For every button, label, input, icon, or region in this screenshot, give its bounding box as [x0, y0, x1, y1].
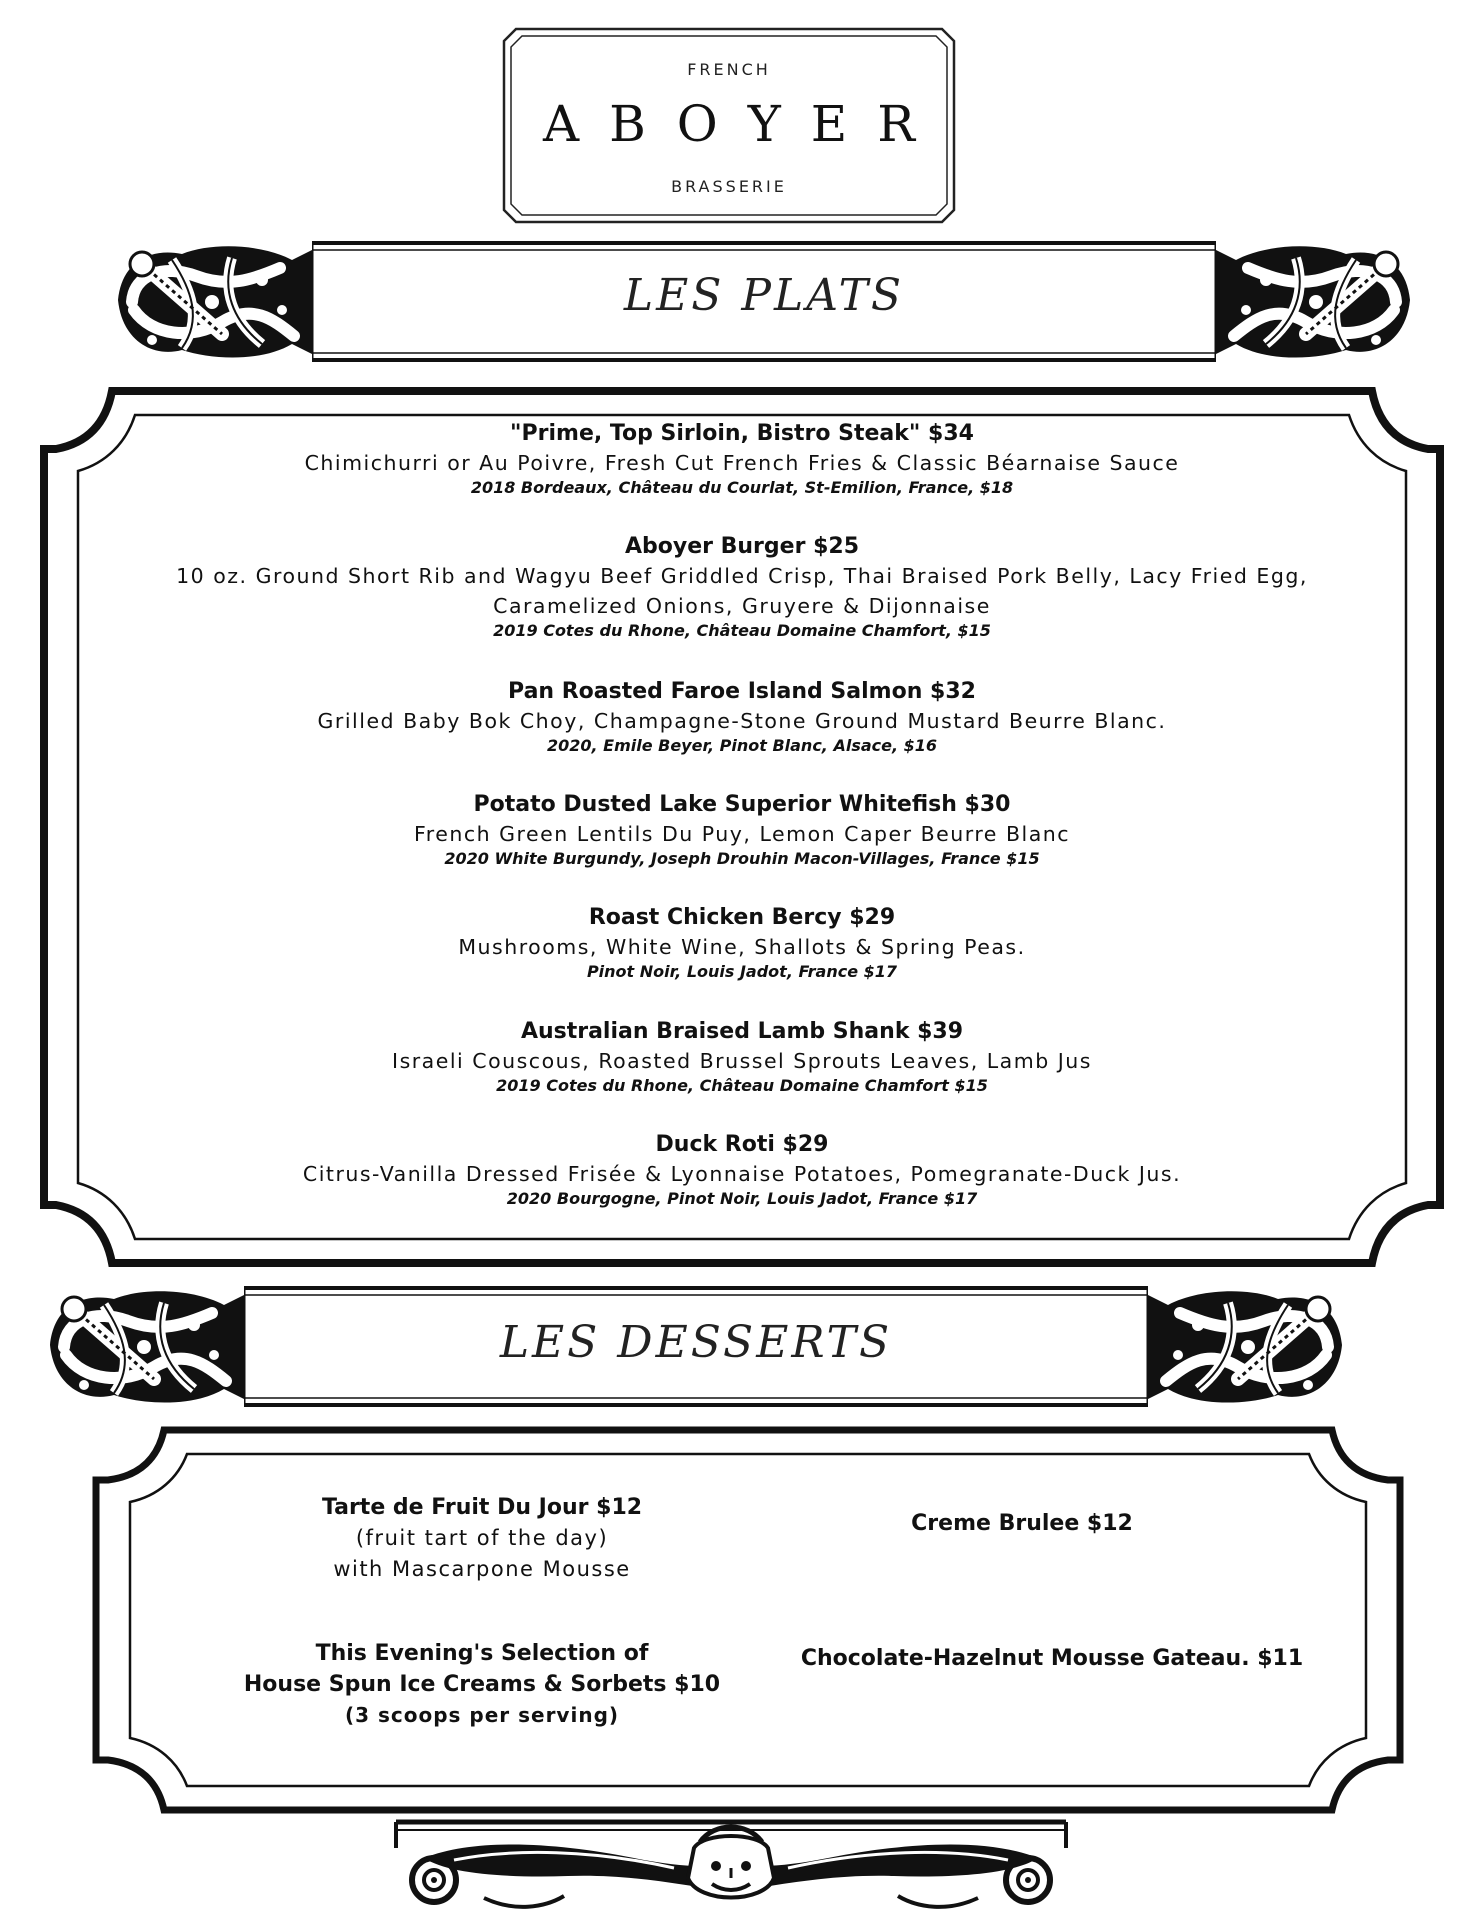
wine-pairing: 2020 White Burgundy, Joseph Drouhin Macon-Villages, France $15 — [444, 849, 1040, 868]
dessert-name: This Evening's Selection of — [315, 1641, 649, 1666]
desserts-menu-frame — [92, 1426, 1404, 1814]
logo-subtitle-top: FRENCH — [687, 60, 771, 79]
dessert-detail: (fruit tart of the day) — [355, 1526, 609, 1550]
dessert-name: Creme Brulee $12 — [911, 1511, 1133, 1536]
dessert-ice-cream — [182, 1638, 782, 1731]
logo-subtitle-bottom: BRASSERIE — [671, 177, 787, 196]
plats-item-lamb — [40, 1019, 1444, 1095]
wine-pairing: 2020 Bourgogne, Pinot Noir, Louis Jadot, France $17 — [506, 1189, 978, 1208]
dessert-detail: with Mascarpone Mousse — [333, 1557, 631, 1581]
dish-name: Australian Braised Lamb Shank $39 — [520, 1019, 964, 1044]
plats-menu-frame — [40, 387, 1444, 1267]
dessert-tarte — [232, 1492, 732, 1585]
logo-wordmark: ABOYER — [543, 95, 945, 153]
dish-name: Potato Dusted Lake Superior Whitefish $30 — [473, 792, 1011, 817]
wine-pairing: 2019 Cotes du Rhone, Château Domaine Chamfort, $15 — [493, 621, 991, 640]
dish-description: 10 oz. Ground Short Rib and Wagyu Beef Griddled Crisp, Thai Braised Pork Belly, Lacy Fried Egg, — [176, 564, 1308, 588]
dish-name: Roast Chicken Bercy $29 — [588, 905, 896, 930]
wine-pairing: 2019 Cotes du Rhone, Château Domaine Chamfort $15 — [496, 1076, 988, 1095]
dish-name: Aboyer Burger $25 — [624, 534, 860, 559]
dessert-chocolate-gateau — [752, 1643, 1352, 1674]
dish-name: "Prime, Top Sirloin, Bistro Steak" $34 — [510, 421, 974, 446]
dish-description: Israeli Couscous, Roasted Brussel Sprouts Leaves, Lamb Jus — [392, 1049, 1092, 1073]
dessert-name: Chocolate-Hazelnut Mousse Gateau. $11 — [800, 1646, 1304, 1671]
plats-banner — [112, 238, 1416, 366]
desserts-banner — [44, 1283, 1348, 1411]
plats-item-steak — [40, 421, 1444, 497]
dish-name: Pan Roasted Faroe Island Salmon $32 — [508, 679, 976, 704]
grotesque-mask-scroll-ornament — [394, 1818, 1068, 1918]
plats-item-burger — [40, 534, 1444, 640]
dish-description-continued: Caramelized Onions, Gruyere & Dijonnaise — [493, 594, 991, 618]
dish-description: Chimichurri or Au Poivre, Fresh Cut French Fries & Classic Béarnaise Sauce — [304, 451, 1180, 475]
dessert-note: (3 scoops per serving) — [344, 1703, 620, 1727]
dish-description: Grilled Baby Bok Choy, Champagne-Stone Ground Mustard Beurre Blanc. — [317, 709, 1167, 733]
plats-item-chicken — [40, 905, 1444, 981]
dessert-creme-brulee — [772, 1508, 1272, 1539]
dish-description: Mushrooms, White Wine, Shallots & Spring Peas. — [458, 935, 1026, 959]
dish-description: Citrus-Vanilla Dressed Frisée & Lyonnaise Potatoes, Pomegranate-Duck Jus. — [302, 1162, 1182, 1186]
section-title-plats: LES PLATS — [623, 270, 905, 321]
plats-item-whitefish — [40, 792, 1444, 868]
plats-item-salmon — [40, 679, 1444, 755]
dessert-name: Tarte de Fruit Du Jour $12 — [321, 1495, 643, 1520]
section-title-desserts: LES DESSERTS — [499, 1317, 893, 1368]
wine-pairing: 2018 Bordeaux, Château du Courlat, St-Emilion, France, $18 — [470, 478, 1014, 497]
dish-name: Duck Roti $29 — [655, 1132, 829, 1157]
plats-item-duck — [40, 1132, 1444, 1208]
dessert-name-continued: House Spun Ice Creams & Sorbets $10 — [243, 1672, 721, 1697]
wine-pairing: Pinot Noir, Louis Jadot, France $17 — [586, 962, 898, 981]
wine-pairing: 2020, Emile Beyer, Pinot Blanc, Alsace, $16 — [546, 736, 938, 755]
dish-description: French Green Lentils Du Puy, Lemon Caper Beurre Blanc — [413, 822, 1071, 846]
brand-logo — [502, 27, 956, 224]
